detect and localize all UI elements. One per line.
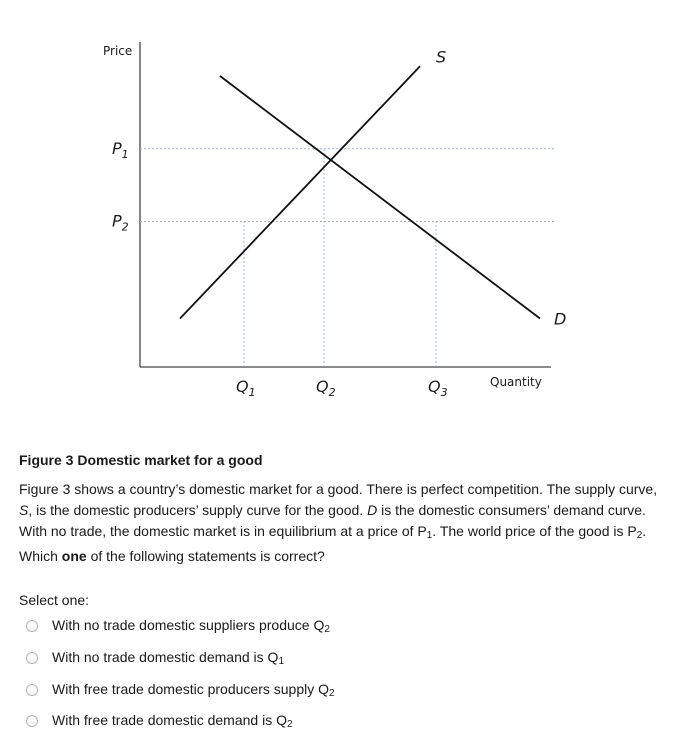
answer-option-3[interactable] (26, 680, 335, 700)
s-curve (180, 66, 420, 318)
answer-option-2[interactable] (26, 648, 284, 668)
quantity-tick-label-3: $Q_3$ (428, 377, 448, 399)
tick-labels (112, 47, 566, 399)
option-label: With no trade domestic demand is $Q_1$ (52, 649, 284, 667)
radio-button[interactable] (26, 620, 38, 632)
d-curve (220, 76, 540, 319)
x-axis-label: Quantity (490, 375, 542, 389)
quantity-tick-label-1: $Q_1$ (236, 377, 256, 399)
figure-description: Figure 3 shows a country’s domestic market for a good. There is perfect competition. The supply curve, S, is the domestic producers’ supply curve for the good. D is the domestic consumers’ demand curve. With no trade, the domestic market is in equilibrium at a price of $P_1$. The world price of the good is $P_2$. (19, 481, 658, 541)
y-axis-label: Price (103, 44, 133, 58)
quantity-tick-label-2: $Q_2$ (316, 377, 336, 399)
guide-lines (140, 149, 556, 367)
d-curve-label: D (554, 309, 567, 329)
select-one-label: Select one: (19, 592, 90, 608)
curves (180, 66, 540, 318)
radio-button[interactable] (26, 652, 38, 664)
option-label: With no trade domestic suppliers produce $Q_2$ (52, 617, 330, 635)
price-tick-label-1: $P_1$ (112, 138, 129, 161)
price-tick-label-2: $P_2$ (112, 211, 129, 234)
answer-option-1[interactable] (26, 616, 330, 636)
question-prompt: Which one of the following statements is correct? (19, 548, 325, 564)
answer-option-4[interactable] (26, 711, 293, 731)
figure-caption: Figure 3 Domestic market for a good (19, 452, 263, 468)
option-label: With free trade domestic demand is $Q_2$ (52, 712, 293, 730)
radio-button[interactable] (26, 684, 38, 696)
s-curve-label: S (436, 47, 447, 67)
option-label: With free trade domestic producers supply $Q_2$ (52, 681, 335, 699)
radio-button[interactable] (26, 715, 38, 727)
